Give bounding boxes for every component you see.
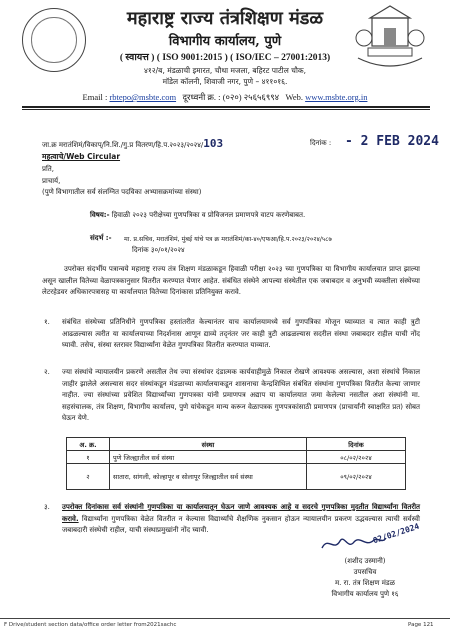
address-line-1: ४१२/ब, मंडळाची इमारत, चौथा मजला, बहिरट पाटील चौक,	[143, 66, 307, 75]
salutation-line-1: प्रति,	[42, 165, 55, 173]
reference-line-1: मा. प्र.सचिव, मरातंशिमं, मुंबई यांचे पत्र क्र मरातंशिमं/का-४०/एफआ/हि.प.२०२३/२०२४/५८७	[124, 236, 332, 243]
point-2-number: २.	[44, 368, 50, 376]
table-row	[67, 464, 406, 490]
table-header-date: दिनांक	[307, 438, 406, 451]
signature-date-handwritten: 02/02/2024	[371, 521, 421, 546]
reference-line-2: दिनांक ३०/०१/२०२४	[132, 246, 185, 254]
intro-paragraph: उपरोक्त संदर्भीय पत्रान्वये महाराष्ट्र राज्य तंत्र शिक्षण मंडळाकडून हिवाळी परीक्षा २०२३ च्या गुणपत्रिका या विभागीय कार्यालयात प्राप्त झाल्या असून खालील वितेच्या वेळापत्रकानुसार वितरीत करण्यात येणार आहेत. संबंधित संस्थेने आपल्या संस्थेतील एक जबाबदार व अनुभवी व्यक्तीला संस्थेच्या लेटरहेडवर अधिकारपत्रासह या कार्यालयात वितेच्या दिनांकास प्रतिनियुक्त करावे.	[42, 265, 420, 297]
subject-label: विषय:-	[90, 211, 110, 219]
signatory-designation: उपसचिव	[353, 568, 377, 576]
table-cell-institute: पुणे जिल्ह्यातील सर्व संस्था	[110, 451, 307, 464]
header-rule-thin	[22, 109, 430, 110]
address	[95, 65, 355, 87]
header-rule-thick	[22, 106, 430, 108]
signature-details	[305, 556, 425, 600]
subject-text: हिवाळी २०२३ परीक्षेच्या गुणपत्रिका व प्रोविजनल प्रमाणपत्रे वाटप करणेबाबत.	[111, 211, 306, 219]
ref-number-line	[42, 137, 223, 150]
ref-date-stamp: - 2 FEB 2024	[345, 134, 439, 149]
salutation-line-2: प्राचार्य,	[42, 176, 61, 185]
phone-number: (०२०) २५६५६९९४	[222, 92, 280, 102]
signatory-name: (शशीद उस्मानी)	[344, 557, 386, 565]
salutation	[42, 164, 422, 199]
table-cell-date: ०८/०२/२०२४	[307, 451, 406, 464]
table-cell-serial: १	[67, 451, 110, 464]
table-header-serial: अ. क्र.	[67, 438, 110, 451]
ref-number-handwritten: 103	[203, 137, 224, 150]
subject	[90, 211, 305, 220]
msbte-logo-left	[22, 8, 86, 72]
point-1-number: १.	[44, 318, 50, 326]
iso-line: ( स्वायत्त ) ( ISO 9001:2015 ) ( ISO/IEC – 27001:2013)	[119, 53, 331, 63]
reference-label: संदर्भ :-	[90, 234, 112, 242]
office-name: विभागीय कार्यालय, पुणे	[168, 34, 282, 49]
table-cell-serial: २	[67, 464, 110, 490]
point-3-bold-text: उपरोक्त दिनांकास सर्व संस्थांनी गुणपत्रिका या कार्यालयातून घेऊन जाणे आवश्यक आहे व सदरचे गुणपत्रिका मुदतीत विद्यार्थ्यांना वितरीत करावे.	[62, 503, 420, 523]
maharashtra-emblem-right	[352, 4, 428, 76]
signatory-office-1: म. रा. तंत्र शिक्षण मंडळ	[335, 579, 395, 587]
schedule-table	[66, 437, 406, 490]
salutation-line-3: (पुणे विभागातील सर्व संलग्नित पदविका अभ्यासक्रमांच्या संस्था)	[42, 188, 202, 197]
table-cell-institute: सातारा, सांगली, कोल्हापूर व सोलापूर जिल्ह्यातील सर्व संस्था	[110, 464, 307, 490]
ref-number: जा.क्र मरातंशिमं/विकाप्/नि.शि./गु.प्र वितरण/हि.प.२०२३/२०२४/	[42, 141, 204, 149]
web-link[interactable]: www.msbte.org.in	[305, 92, 368, 102]
footer-page-number: Page 121	[408, 622, 434, 628]
contact-line	[40, 92, 410, 103]
address-line-2: मॉडेल कॉलनी, शिवाजी नगर, पुणे – ४११०१६.	[162, 77, 288, 86]
web-label: Web.	[285, 92, 303, 102]
footer-path: F Drive/student section data/office order letter from2021sachc	[4, 622, 177, 628]
point-3-number: ३.	[44, 503, 50, 511]
point-3-text: विद्यार्थ्यांना गुणपत्रिका वेळेत वितरीत न केल्यास विद्यार्थ्यांचे शैक्षणिक नुकसान होऊन न्यायालयीन प्रकरण उद्भवल्यास त्याची सर्वस्वी जबाबदारी संस्थेची राहील, याची संस्थाप्रमुखांनी नोंद घ्यावी.	[62, 514, 420, 535]
org-name: महाराष्ट्र राज्य तंत्रशिक्षण मंडळ	[126, 8, 324, 29]
point-2-text: ज्या संस्थांचे न्यायालयीन प्रकरणे असतील तेथ ज्या संस्थांवर दंडात्मक कार्यवाहीमुळे निकाल रोखणे आवश्यक असल्यास, अशा संस्थांचे निकाल जाहीर झालेले असल्यास सदर संस्थांकडून मंडळाच्या कार्यालयाकडून शासनाचा केन्द्रशिथिल संबंधित संस्थांना गुणपत्रिका वितरीत केल्या जाणार नाहीत. ज्या संस्थांच्या प्रवेशित विद्यार्थ्यांच्या गुणपत्रका यांनी प्रमाणपत्र अद्याप या कार्यालयात जमा केलेल्या नसतील अशा संस्थांनी मा. सहसंचालक, तंत्र शिक्षण, विभागीय कार्यालय, पुणे यांचेकडून मान्य करून वेळापत्रक गुणपत्रकांसाठी प्रमाणपत्र (प्राचार्यांनी स्वाक्षरित प्रत) सोबत घेऊन येणे.	[62, 368, 420, 423]
circular-title: महत्वाचे/Web Circular	[42, 152, 121, 161]
ref-date-label: दिनांक :	[310, 139, 332, 147]
phone-label: दूरध्वनी क्र. :	[182, 92, 221, 102]
table-row	[67, 451, 406, 464]
table-header-institute: संस्था	[110, 438, 307, 451]
table-cell-date: ०९/०२/२०२४	[307, 464, 406, 490]
point-1-text: संबंधित संस्थेच्या प्रतिनिधीने गुणपत्रिका हस्तांतरीत केल्यानंतर याच कार्यालयामध्ये सर्व गुणपत्रिका मोजून घ्याव्यात व त्यात काही त्रुटी आढळल्यास त्वरीत या कार्यालयाच्या निदर्शनास आणून द्याव्ये तद्नंतर जर काही त्रुटी आढळल्यास सदरील संस्था जबाबदार राहील याची नोंद घ्यावी. तसेच, संस्था स्तरावर विद्यार्थ्यांना वेळेत गुणपत्रिका वितरीत करण्यात याव्यात.	[62, 318, 420, 350]
email-link[interactable]: rbtepo@msbte.com	[109, 92, 177, 102]
signatory-office-2: विभागीय कार्यालय पुणे १६	[331, 590, 399, 598]
footer-rule	[0, 618, 450, 619]
table-header-row	[67, 438, 406, 451]
email-label: Email :	[82, 92, 108, 102]
